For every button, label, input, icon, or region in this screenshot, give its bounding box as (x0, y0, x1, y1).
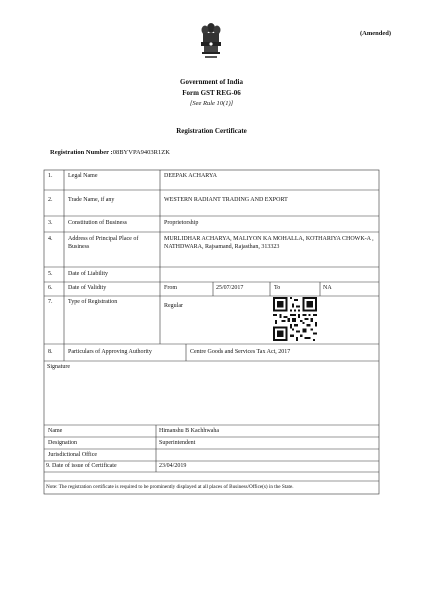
legal-name-label: Legal Name (68, 173, 98, 179)
approving-authority-label: Particulars of Approving Authority (68, 349, 152, 355)
designation-value: Superintendent (159, 440, 196, 446)
signature-label: Signature (47, 364, 70, 370)
validity-from-value: 25/07/2017 (216, 285, 244, 291)
approving-authority-value: Centre Goods and Services Tax Act, 2017 (190, 349, 291, 355)
registration-number-label: Registration Number : (50, 149, 113, 156)
row-number: 1. (48, 173, 53, 179)
designation-label: Designation (48, 440, 77, 446)
constitution-label: Constitution of Business (68, 220, 128, 226)
type-of-registration-label: Type of Registration (68, 299, 118, 305)
constitution-value: Proprietorship (164, 220, 199, 226)
date-of-validity-label: Date of Validity (68, 285, 107, 291)
row-number: 6. (48, 285, 53, 291)
row-number: 8. (48, 349, 53, 355)
issue-date-label: 9. Date of issue of Certificate (46, 463, 117, 469)
validity-to-label: To (274, 285, 281, 291)
date-of-liability-label: Date of Liability (68, 271, 108, 277)
jurisdictional-office-label: Jurisdictional Office (48, 452, 98, 458)
name-value: Himanshu B Kachhwaha (159, 428, 219, 434)
trade-name-label: Trade Name, if any (68, 197, 115, 203)
certificate-title: Registration Certificate (176, 127, 247, 135)
registration-number-value: 08BYVPA9403R1ZK (112, 149, 170, 156)
rule-reference: [See Rule 10(1)] (189, 100, 234, 107)
validity-from-label: From (164, 285, 178, 291)
trade-name-value: WESTERN RADIANT TRADING AND EXPORT (164, 197, 288, 203)
row-number: 5. (48, 271, 53, 277)
display-note: Note: The registration certificate is required to be prominently displayed at all places of Business/Office(s) in the State. (46, 484, 294, 490)
row-number: 2. (48, 197, 53, 203)
type-of-registration-value: Regular (164, 303, 183, 309)
qr-code-icon (273, 297, 317, 341)
validity-to-value: NA (323, 285, 332, 291)
address-label: Address of Principal Place of Business (68, 236, 139, 250)
legal-name-value: DEEPAK ACHARYA (164, 173, 217, 179)
amended-label: (Amended) (360, 30, 392, 37)
address-value: MURLIDHAR ACHARYA, MALIYON KA MOHALLA, KOTHARIYA CHOWK-A , NATHDWARA, Rajsamand, Rajasthan, 313323 (164, 236, 374, 250)
name-label: Name (48, 428, 63, 434)
row-number: 4. (48, 236, 53, 242)
issue-date-value: 23/04/2019 (159, 463, 187, 469)
form-heading: Form GST REG-06 (182, 89, 241, 97)
row-number: 7. (48, 299, 53, 305)
row-number: 3. (48, 220, 53, 226)
government-heading: Government of India (180, 78, 243, 86)
